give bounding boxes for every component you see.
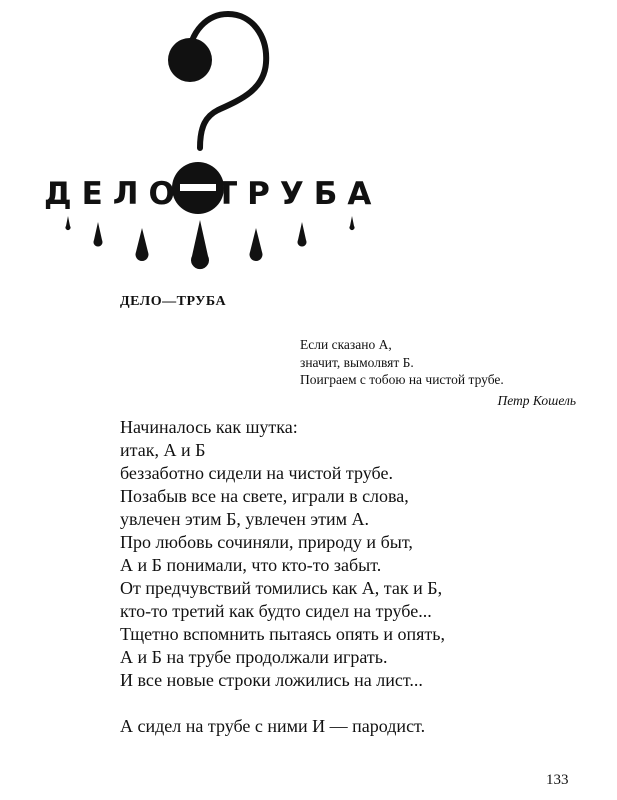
poem-line: кто-то третий как будто сидел на трубе... (120, 601, 432, 621)
poem-line: А сидел на трубе с ними И — пародист. (120, 716, 426, 736)
epigraph-author: Петр Кошель (497, 392, 576, 408)
poem-line: От предчувствий томились как А, так и Б, (120, 578, 443, 598)
epigraph-line: значит, вымолвят Б. (300, 354, 414, 370)
poem-line: итак, А и Б (120, 440, 206, 460)
drop-icon (298, 222, 307, 247)
logo-word-left: ДЕЛО (44, 176, 185, 212)
question-mark-hook (188, 14, 266, 148)
poem-line: Про любовь сочиняли, природу и быт, (120, 532, 413, 552)
epigraph-line: Если сказано А, (300, 337, 392, 352)
drop-icon (66, 216, 71, 230)
poem-body (120, 416, 580, 738)
poem-line: А и Б понимали, что кто-то забыт. (120, 555, 382, 575)
poem-line: А и Б на трубе продолжали играть. (120, 647, 388, 667)
stanza-1 (120, 416, 580, 692)
poem-line: Начиналось как шутка: (120, 417, 298, 437)
poem-line: увлечен этим Б, увлечен этим А. (120, 509, 369, 529)
drop-icon (136, 228, 149, 261)
drop-icon (191, 220, 209, 269)
poem-line: Тщетно вспомнить пытаясь опять и опять, (120, 624, 445, 644)
drop-icon (94, 222, 103, 247)
question-mark-drops-graphic (40, 8, 390, 270)
logo-word-right: ТРУБА (216, 176, 382, 212)
poem-line: И все новые строки ложились на лист... (120, 670, 423, 690)
drop-icon (350, 216, 355, 230)
poem-line: беззаботно сидели на чистой трубе. (120, 463, 393, 483)
drop-icon (250, 228, 263, 261)
epigraph (300, 336, 576, 409)
question-mark-blob (168, 38, 212, 82)
epigraph-line: Поиграем с тобою на чистой трубе. (300, 372, 504, 387)
page-number: 133 (546, 772, 569, 788)
title-illustration (40, 8, 390, 270)
poem-title: ДЕЛО—ТРУБА (120, 294, 227, 309)
poem-line: Позабыв все на свете, играли в слова, (120, 486, 409, 506)
minus-bar (180, 184, 216, 191)
stanza-2 (120, 715, 580, 738)
